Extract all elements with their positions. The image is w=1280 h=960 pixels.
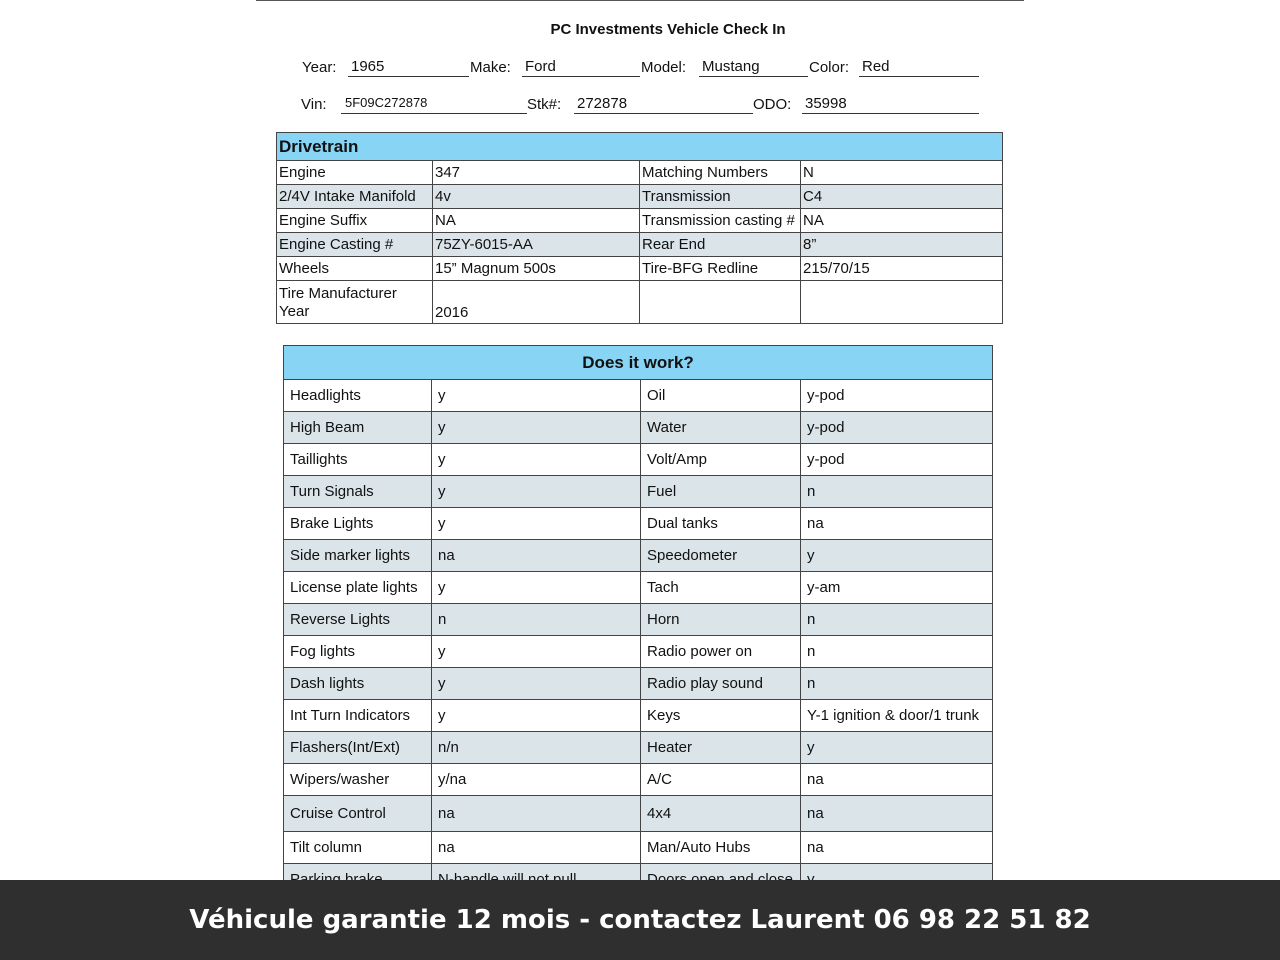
table-row (284, 700, 993, 732)
table-cell: Side marker lights (284, 540, 432, 572)
table-cell: Y-1 ignition & door/1 trunk (801, 700, 993, 732)
stk-label: Stk#: (527, 96, 562, 113)
color-label: Color: (809, 59, 850, 76)
table-cell: Water (641, 412, 801, 444)
table-cell: Int Turn Indicators (284, 700, 432, 732)
does-it-work-header: Does it work? (284, 346, 993, 380)
table-cell: 15” Magnum 500s (433, 257, 640, 281)
banner-text: Véhicule garantie 12 mois - contactez Laurent 06 98 22 51 82 (189, 905, 1091, 935)
model-label: Model: (641, 59, 687, 76)
table-cell: Dash lights (284, 668, 432, 700)
table-cell: 347 (433, 161, 640, 185)
table-row (284, 732, 993, 764)
drivetrain-header: Drivetrain (277, 133, 1003, 161)
make-label: Make: (470, 59, 511, 76)
table-cell: y/na (432, 764, 641, 796)
table-row (284, 832, 993, 864)
table-cell: 4x4 (641, 796, 801, 832)
table-cell: Rear End (640, 233, 801, 257)
model-value: Mustang (699, 58, 808, 77)
table-row (284, 412, 993, 444)
document-title: PC Investments Vehicle Check In (550, 21, 786, 38)
odo-value: 35998 (802, 95, 979, 114)
table-cell: Headlights (284, 380, 432, 412)
table-row (284, 796, 993, 832)
color-value: Red (859, 58, 979, 77)
table-cell: Matching Numbers (640, 161, 801, 185)
table-cell: Transmission (640, 185, 801, 209)
table-cell: n (801, 668, 993, 700)
tire-year-label-line1: Tire Manufacturer (279, 285, 397, 302)
table-row (284, 604, 993, 636)
table-cell: Tach (641, 572, 801, 604)
table-cell: Tilt column (284, 832, 432, 864)
table-cell: Oil (641, 380, 801, 412)
table-cell: Engine (277, 161, 433, 185)
table-cell: n (801, 636, 993, 668)
table-cell: Wipers/washer (284, 764, 432, 796)
table-row (284, 636, 993, 668)
table-cell: Taillights (284, 444, 432, 476)
table-cell: y (801, 540, 993, 572)
table-cell: 215/70/15 (801, 257, 1003, 281)
table-cell: y (432, 668, 641, 700)
table-cell: na (801, 764, 993, 796)
table-cell: Turn Signals (284, 476, 432, 508)
table-cell: 75ZY-6015-AA (433, 233, 640, 257)
table-cell: n (432, 604, 641, 636)
make-value: Ford (522, 58, 640, 77)
year-value: 1965 (348, 58, 469, 77)
table-cell: NA (801, 209, 1003, 233)
table-row (284, 380, 993, 412)
table-row (284, 540, 993, 572)
table-cell: A/C (641, 764, 801, 796)
table-cell: Engine Suffix (277, 209, 433, 233)
table-cell: Horn (641, 604, 801, 636)
table-cell: Man/Auto Hubs (641, 832, 801, 864)
table-cell: License plate lights (284, 572, 432, 604)
table-cell: y (432, 636, 641, 668)
table-row (284, 476, 993, 508)
table-cell: 2016 (433, 281, 640, 324)
table-cell: Radio power on (641, 636, 801, 668)
table-cell: y (432, 700, 641, 732)
does-it-work-table (283, 345, 993, 896)
table-cell: Tire-BFG Redline (640, 257, 801, 281)
table-row (284, 764, 993, 796)
vin-value: 5F09C272878 (341, 95, 527, 114)
table-cell: 4v (433, 185, 640, 209)
table-cell: y-am (801, 572, 993, 604)
table-cell: na (432, 540, 641, 572)
table-cell: n (801, 604, 993, 636)
table-cell: Fuel (641, 476, 801, 508)
table-cell: Keys (641, 700, 801, 732)
vin-label: Vin: (301, 96, 327, 113)
table-cell: y (432, 380, 641, 412)
year-label: Year: (302, 59, 337, 76)
table-cell: na (432, 796, 641, 832)
table-cell (801, 281, 1003, 324)
table-cell: Brake Lights (284, 508, 432, 540)
table-cell: 8” (801, 233, 1003, 257)
warranty-banner (0, 880, 1280, 960)
table-cell: NA (433, 209, 640, 233)
table-cell: Engine Casting # (277, 233, 433, 257)
stk-value: 272878 (574, 95, 753, 114)
table-cell: y (432, 508, 641, 540)
table-cell (640, 281, 801, 324)
tire-year-label-line2: Year (279, 303, 310, 320)
table-cell: Heater (641, 732, 801, 764)
table-cell: na (801, 832, 993, 864)
table-cell: C4 (801, 185, 1003, 209)
table-cell: Volt/Amp (641, 444, 801, 476)
table-cell: High Beam (284, 412, 432, 444)
table-cell (277, 281, 433, 324)
table-cell: Radio play sound (641, 668, 801, 700)
table-cell: y (801, 732, 993, 764)
table-cell: Fog lights (284, 636, 432, 668)
table-cell: y (432, 444, 641, 476)
table-cell: Speedometer (641, 540, 801, 572)
drivetrain-table (276, 132, 1003, 324)
table-cell: Reverse Lights (284, 604, 432, 636)
table-cell: y-pod (801, 444, 993, 476)
table-cell: na (801, 796, 993, 832)
table-cell: y-pod (801, 380, 993, 412)
table-cell: Dual tanks (641, 508, 801, 540)
table-row (284, 572, 993, 604)
table-row (284, 508, 993, 540)
table-cell: na (801, 508, 993, 540)
table-cell: 2/4V Intake Manifold (277, 185, 433, 209)
table-cell: y-pod (801, 412, 993, 444)
table-row (284, 668, 993, 700)
table-cell: n (801, 476, 993, 508)
table-cell: y (432, 412, 641, 444)
table-cell: Cruise Control (284, 796, 432, 832)
table-cell: y (432, 476, 641, 508)
table-cell: Wheels (277, 257, 433, 281)
page-top-border (256, 0, 1024, 1)
table-cell: na (432, 832, 641, 864)
table-cell: y (432, 572, 641, 604)
table-cell: n/n (432, 732, 641, 764)
table-cell: Flashers(Int/Ext) (284, 732, 432, 764)
odo-label: ODO: (753, 96, 792, 113)
table-cell: N (801, 161, 1003, 185)
table-cell: Transmission casting # (640, 209, 801, 233)
table-row (284, 444, 993, 476)
